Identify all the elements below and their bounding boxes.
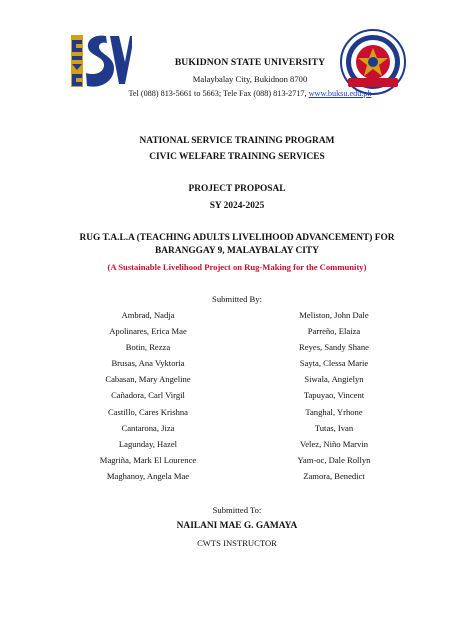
list-item: Velez, Niño Marvin [299, 438, 368, 449]
project-title-line-2: BARANGGAY 9, MALAYBALAY CITY [155, 246, 319, 256]
list-item: Tanghal, Yrhone [305, 406, 363, 417]
list-item: Cañadora, Carl Virgil [111, 390, 185, 401]
submitters-right-column [239, 307, 429, 484]
list-item: Siwala, Angielyn [304, 374, 364, 385]
list-item: Yam-oc, Dale Rollyn [297, 454, 371, 465]
website-link[interactable]: www.buksu.edu.ph [308, 89, 372, 98]
list-item: Castillo, Cares Krishna [108, 406, 188, 417]
list-item: Parreño, Elaiza [307, 326, 361, 337]
submitted-to-label: Submitted To: [212, 505, 262, 515]
list-item: Sayta, Clessa Marie [299, 358, 369, 369]
list-item: Apolinares, Erica Mae [109, 326, 187, 337]
list-item: Zamora, Benedict [303, 470, 365, 481]
list-item: Tutas, Ivan [314, 422, 354, 433]
contact-line [80, 89, 420, 98]
proposal-label: PROJECT PROPOSAL [188, 184, 286, 194]
list-item: Magriña, Mark El Lourence [99, 454, 197, 465]
bsu-logo-icon [70, 32, 132, 90]
list-item: Maghanoy, Angela Mae [106, 470, 190, 481]
list-item: Lagunday, Hazel [118, 438, 178, 449]
list-item: Brusas, Ana Vyktoria [111, 358, 185, 369]
list-item: Ambrad, Nadja [121, 310, 175, 320]
program-line-1: NATIONAL SERVICE TRAINING PROGRAM [139, 136, 335, 146]
university-address: Malaybalay City, Bukidnon 8700 [192, 74, 308, 84]
list-item: Reyes, Sandy Shane [299, 342, 369, 353]
project-title-line-1: RUG T.A.L.A (TEACHING ADULTS LIVELIHOOD ADVANCEMENT) FOR [79, 233, 395, 243]
telephone-text: Tel (088) 813-5661 to 5663; Tele Fax (088) 813-2717, [128, 89, 309, 98]
list-item: Meliston, John Dale [299, 310, 369, 320]
submitted-by-label: Submitted By: [212, 294, 262, 304]
program-line-2: CIVIC WELFARE TRAINING SERVICES [149, 152, 325, 162]
instructor-name: NAILANI MAE G. GAMAYA [176, 521, 298, 531]
school-year: SY 2024-2025 [209, 201, 265, 211]
list-item: Tapuyao, Vincent [303, 390, 365, 401]
list-item: Cantarona, Jiza [121, 422, 175, 433]
project-subtitle: (A Sustainable Livelihood Project on Rug-Making for the Community) [107, 262, 367, 272]
university-name: BUKIDNON STATE UNIVERSITY [174, 57, 326, 68]
list-item: Cabasan, Mary Angeline [105, 374, 191, 385]
instructor-role: CWTS INSTRUCTOR [197, 538, 277, 548]
list-item: Botin, Rezza [125, 342, 171, 353]
submitters-left-column [53, 307, 243, 484]
